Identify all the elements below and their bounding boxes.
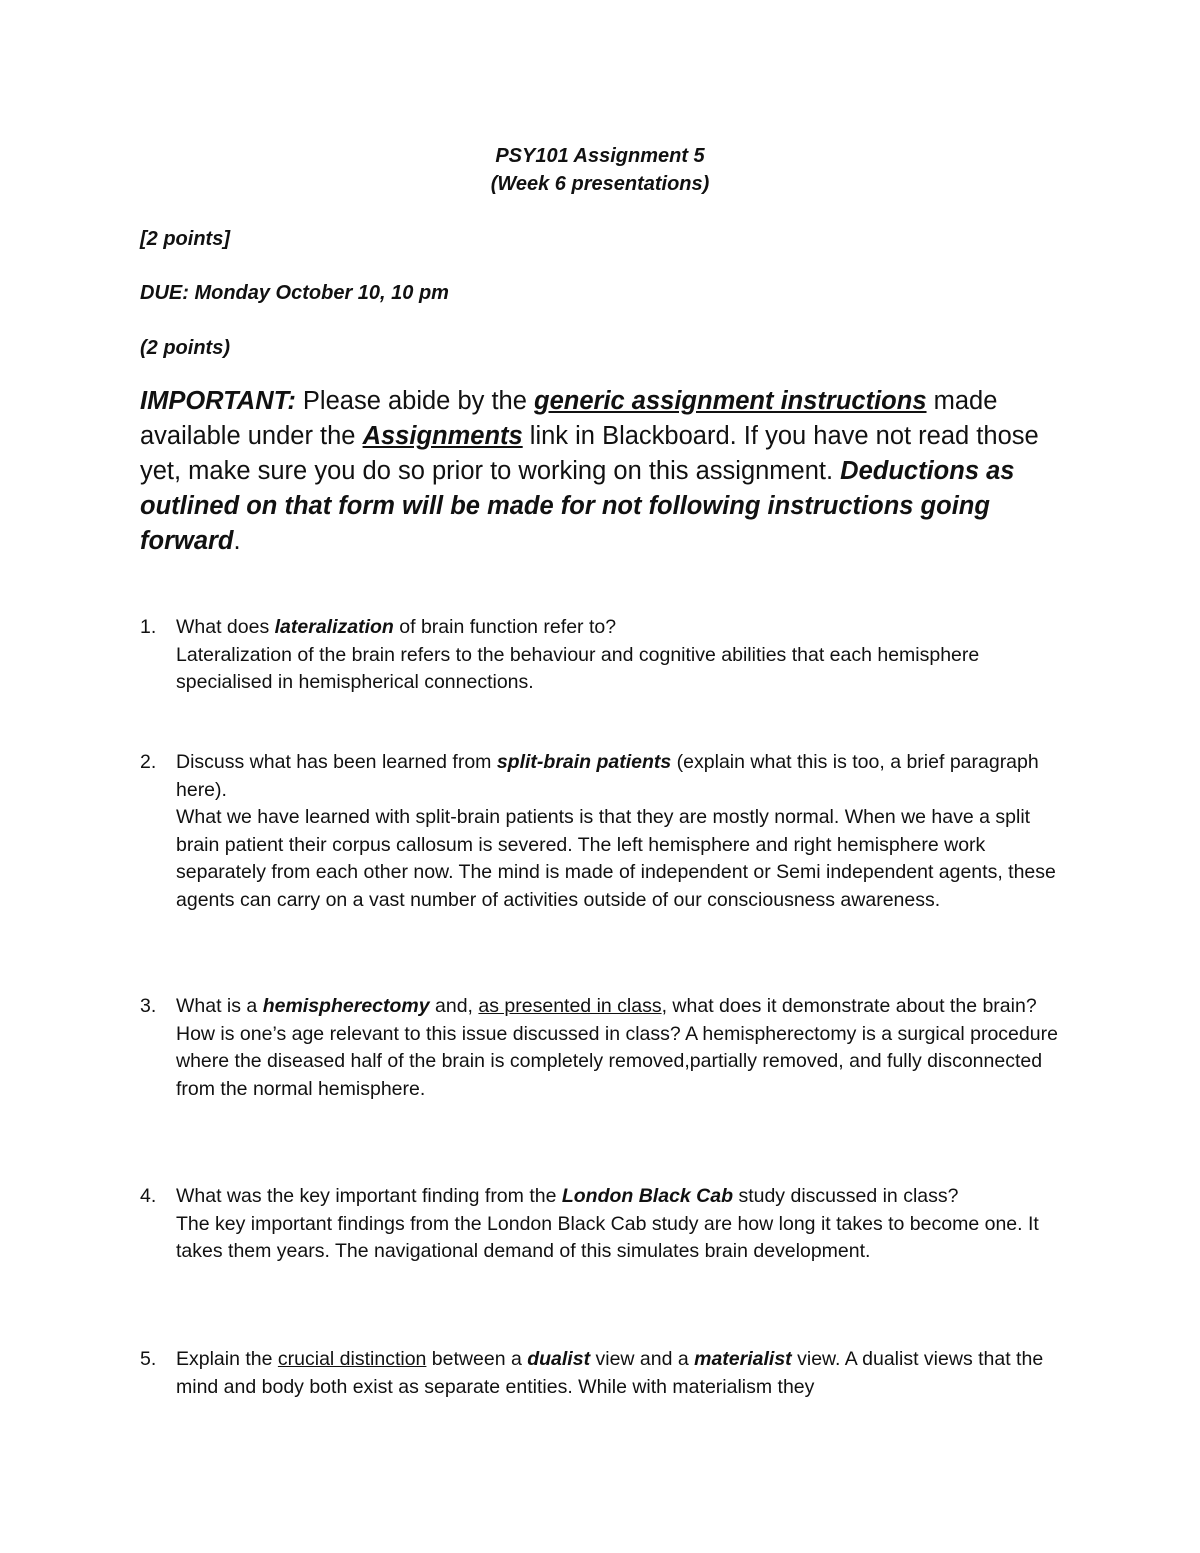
important-label: IMPORTANT: xyxy=(140,387,296,415)
key-term: dualist xyxy=(527,1348,591,1370)
assignment-title: PSY101 Assignment 5 xyxy=(495,145,705,167)
question-number: 2. xyxy=(140,751,157,773)
question-text-part: , what does it demonstrate about the brain? How is one’s age relevant to this issue discussed in class? A hemispherectomy is a surgical procedure where the diseased half of the brain is completely removed,partially removed, and fully disconnected from the normal hemisphere. xyxy=(176,995,1058,1100)
important-text-1: Please abide by the xyxy=(295,387,534,415)
question-text-part: Explain the xyxy=(176,1348,278,1370)
question-text xyxy=(176,749,1070,804)
question-text-part: study discussed in class? xyxy=(733,1185,959,1207)
question-text-part: What does xyxy=(176,616,275,638)
question-text-part: What was the key important finding from the xyxy=(176,1185,562,1207)
question-1 xyxy=(140,614,1070,697)
question-text-part: and, xyxy=(429,995,479,1017)
due-date: DUE: Monday October 10, 10 pm xyxy=(140,282,449,304)
answer-text: The key important findings from the London Black Cab study are how long it takes to become one. It takes them years. The navigational demand of this simulates brain development. xyxy=(176,1212,1039,1262)
question-number: 5. xyxy=(140,1348,157,1370)
question-text-part: What is a xyxy=(176,995,263,1017)
assignments-link[interactable]: Assignments xyxy=(362,422,523,450)
question-5 xyxy=(140,1346,1070,1401)
underlined-phrase: as presented in class xyxy=(478,995,662,1017)
question-2 xyxy=(140,749,1070,914)
underlined-phrase: crucial distinction xyxy=(277,1348,427,1370)
question-text xyxy=(176,1346,1070,1401)
question-text-part: of brain function refer to? xyxy=(393,616,617,638)
generic-instructions-link[interactable]: generic assignment instructions xyxy=(534,387,927,415)
question-3 xyxy=(140,993,1070,1103)
question-text xyxy=(176,993,1070,1103)
question-number: 3. xyxy=(140,995,157,1017)
answer-text: Lateralization of the brain refers to the behaviour and cognitive abilities that each hemisphere specialised in hemispherical connections. xyxy=(176,643,980,693)
key-term: materialist xyxy=(694,1348,792,1370)
assignment-subtitle: (Week 6 presentations) xyxy=(490,173,710,195)
key-term: lateralization xyxy=(274,616,394,638)
question-text-part: between a xyxy=(426,1348,528,1370)
key-term: London Black Cab xyxy=(561,1185,734,1207)
answer-text: What we have learned with split-brain patients is that they are mostly normal. When we have a split brain patient their corpus callosum is severed. The left hemisphere and right hemisphere work separately from each other now. The mind is made of independent or Semi independent agents, these agents can carry on a vast number of activities outside of our consciousness awareness. xyxy=(176,806,1056,911)
points-bracket: [2 points] xyxy=(140,228,230,250)
important-text-3: link in Blackboard. If you have not read those yet, make sure you do so prior to working on this assignment. xyxy=(140,422,1039,485)
deductions-warning: Deductions as outlined on that form will be made for not following instructions going forward xyxy=(140,457,1015,555)
important-text-2: made available under the xyxy=(140,387,998,450)
important-notice xyxy=(140,384,1080,559)
key-term: hemispherectomy xyxy=(262,995,430,1017)
key-term: split-brain patients xyxy=(496,751,672,773)
question-number: 1. xyxy=(140,616,157,638)
question-number: 4. xyxy=(140,1185,157,1207)
question-4 xyxy=(140,1183,1070,1266)
question-text-part: view. A dualist views that the mind and body both exist as separate entities. While with materialism they xyxy=(176,1348,1044,1398)
question-text-part: Discuss what has been learned from xyxy=(176,751,497,773)
points-paren: (2 points) xyxy=(140,337,230,359)
question-text xyxy=(176,1183,1070,1211)
question-text-part: (explain what this is too, a brief paragraph here). xyxy=(176,751,1039,801)
important-end: . xyxy=(233,527,241,555)
question-text-part: view and a xyxy=(590,1348,695,1370)
question-text xyxy=(176,614,1070,642)
